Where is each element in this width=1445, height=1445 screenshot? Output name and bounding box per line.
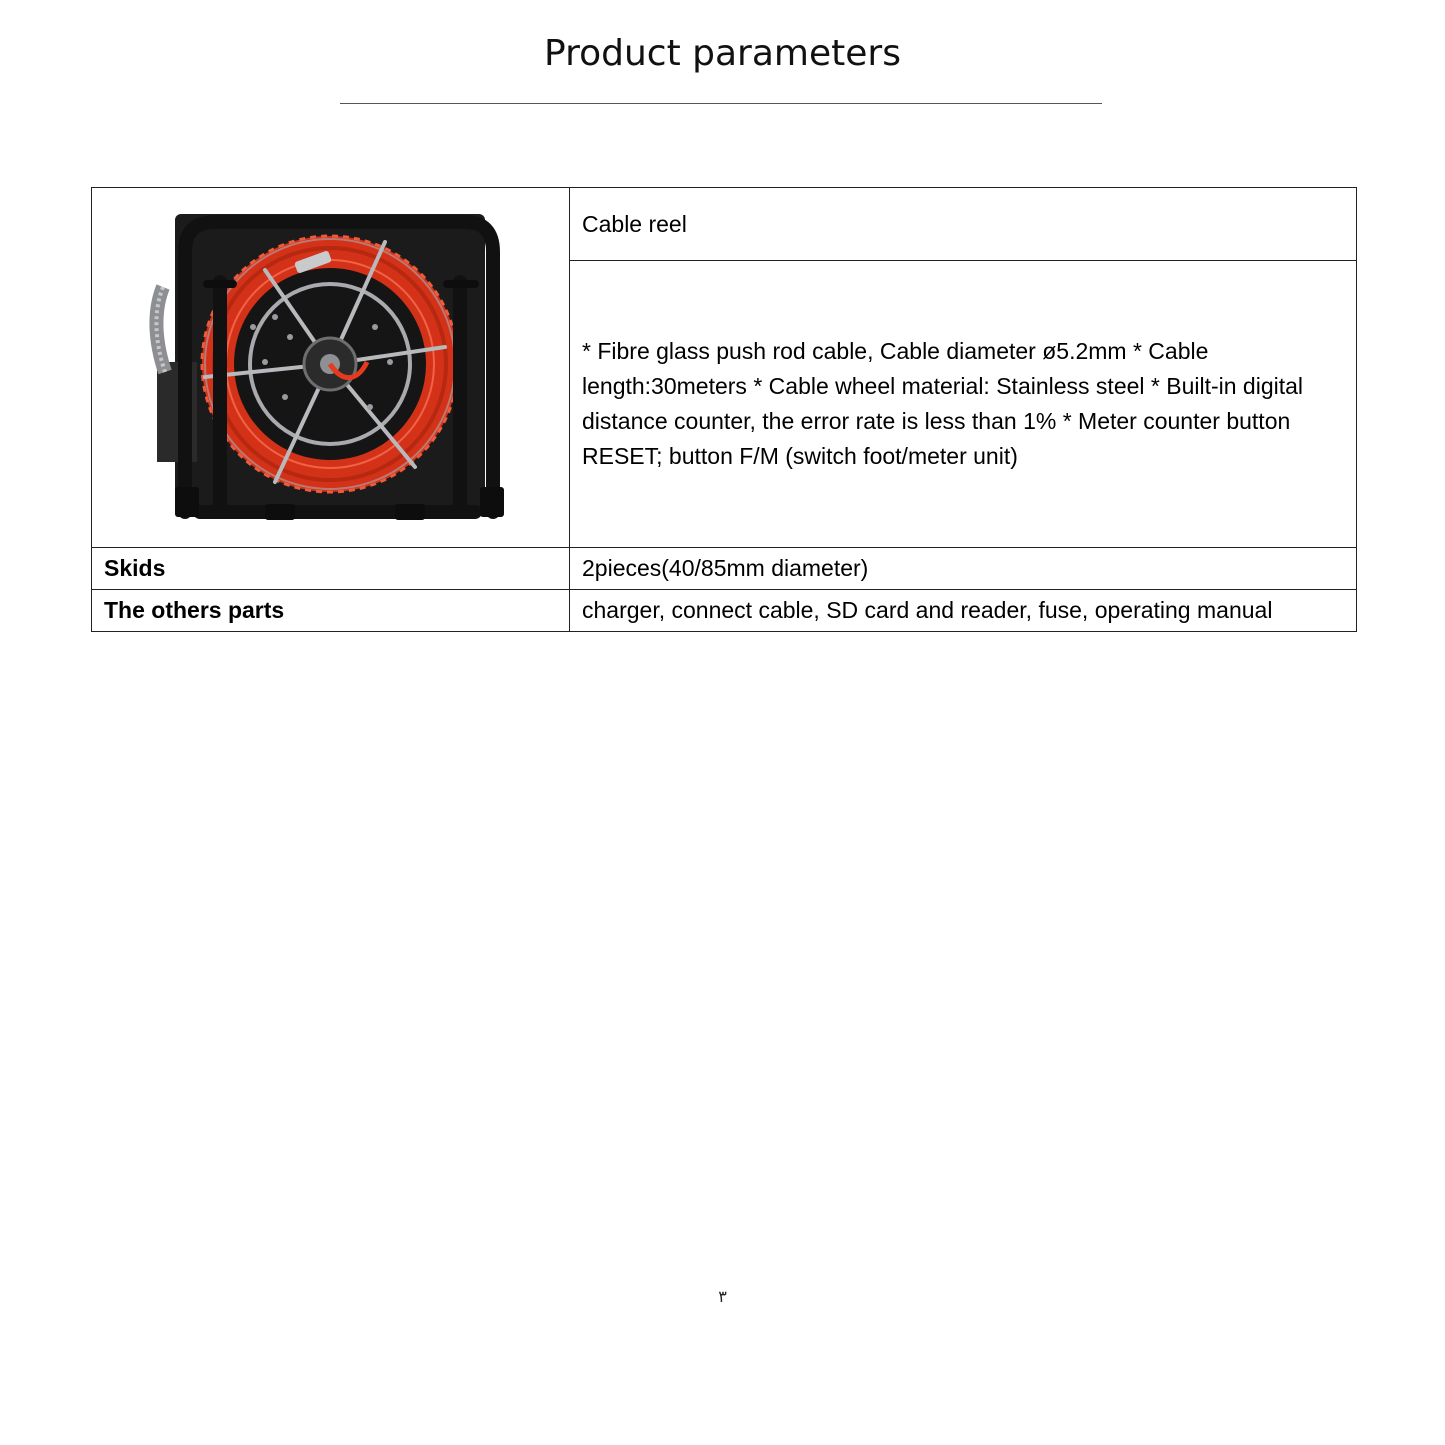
- table-row: [92, 590, 1357, 632]
- other-parts-value: charger, connect cable, SD card and reader, fuse, operating manual: [570, 590, 1357, 632]
- table-row: [92, 188, 1357, 261]
- other-parts-label: The others parts: [92, 590, 570, 632]
- page-title: Product parameters: [544, 33, 901, 74]
- skids-value: 2pieces(40/85mm diameter): [570, 548, 1357, 590]
- cable-reel-photo: [145, 212, 517, 524]
- table-row: [92, 548, 1357, 590]
- page-number: ٣: [718, 1287, 727, 1306]
- skids-label: Skids: [92, 548, 570, 590]
- cable-reel-description: * Fibre glass push rod cable, Cable diameter ø5.2mm * Cable length:30meters * Cable wheel material: Stainless steel * Built-in digital distance counter, the error rate is less than 1% * Meter counter button RESET; button F/M (switch foot/meter unit): [570, 261, 1357, 548]
- product-image-cell: [92, 188, 570, 548]
- cable-reel-heading: Cable reel: [570, 188, 1357, 261]
- title-divider: [340, 103, 1102, 104]
- product-parameters-table: [91, 187, 1357, 632]
